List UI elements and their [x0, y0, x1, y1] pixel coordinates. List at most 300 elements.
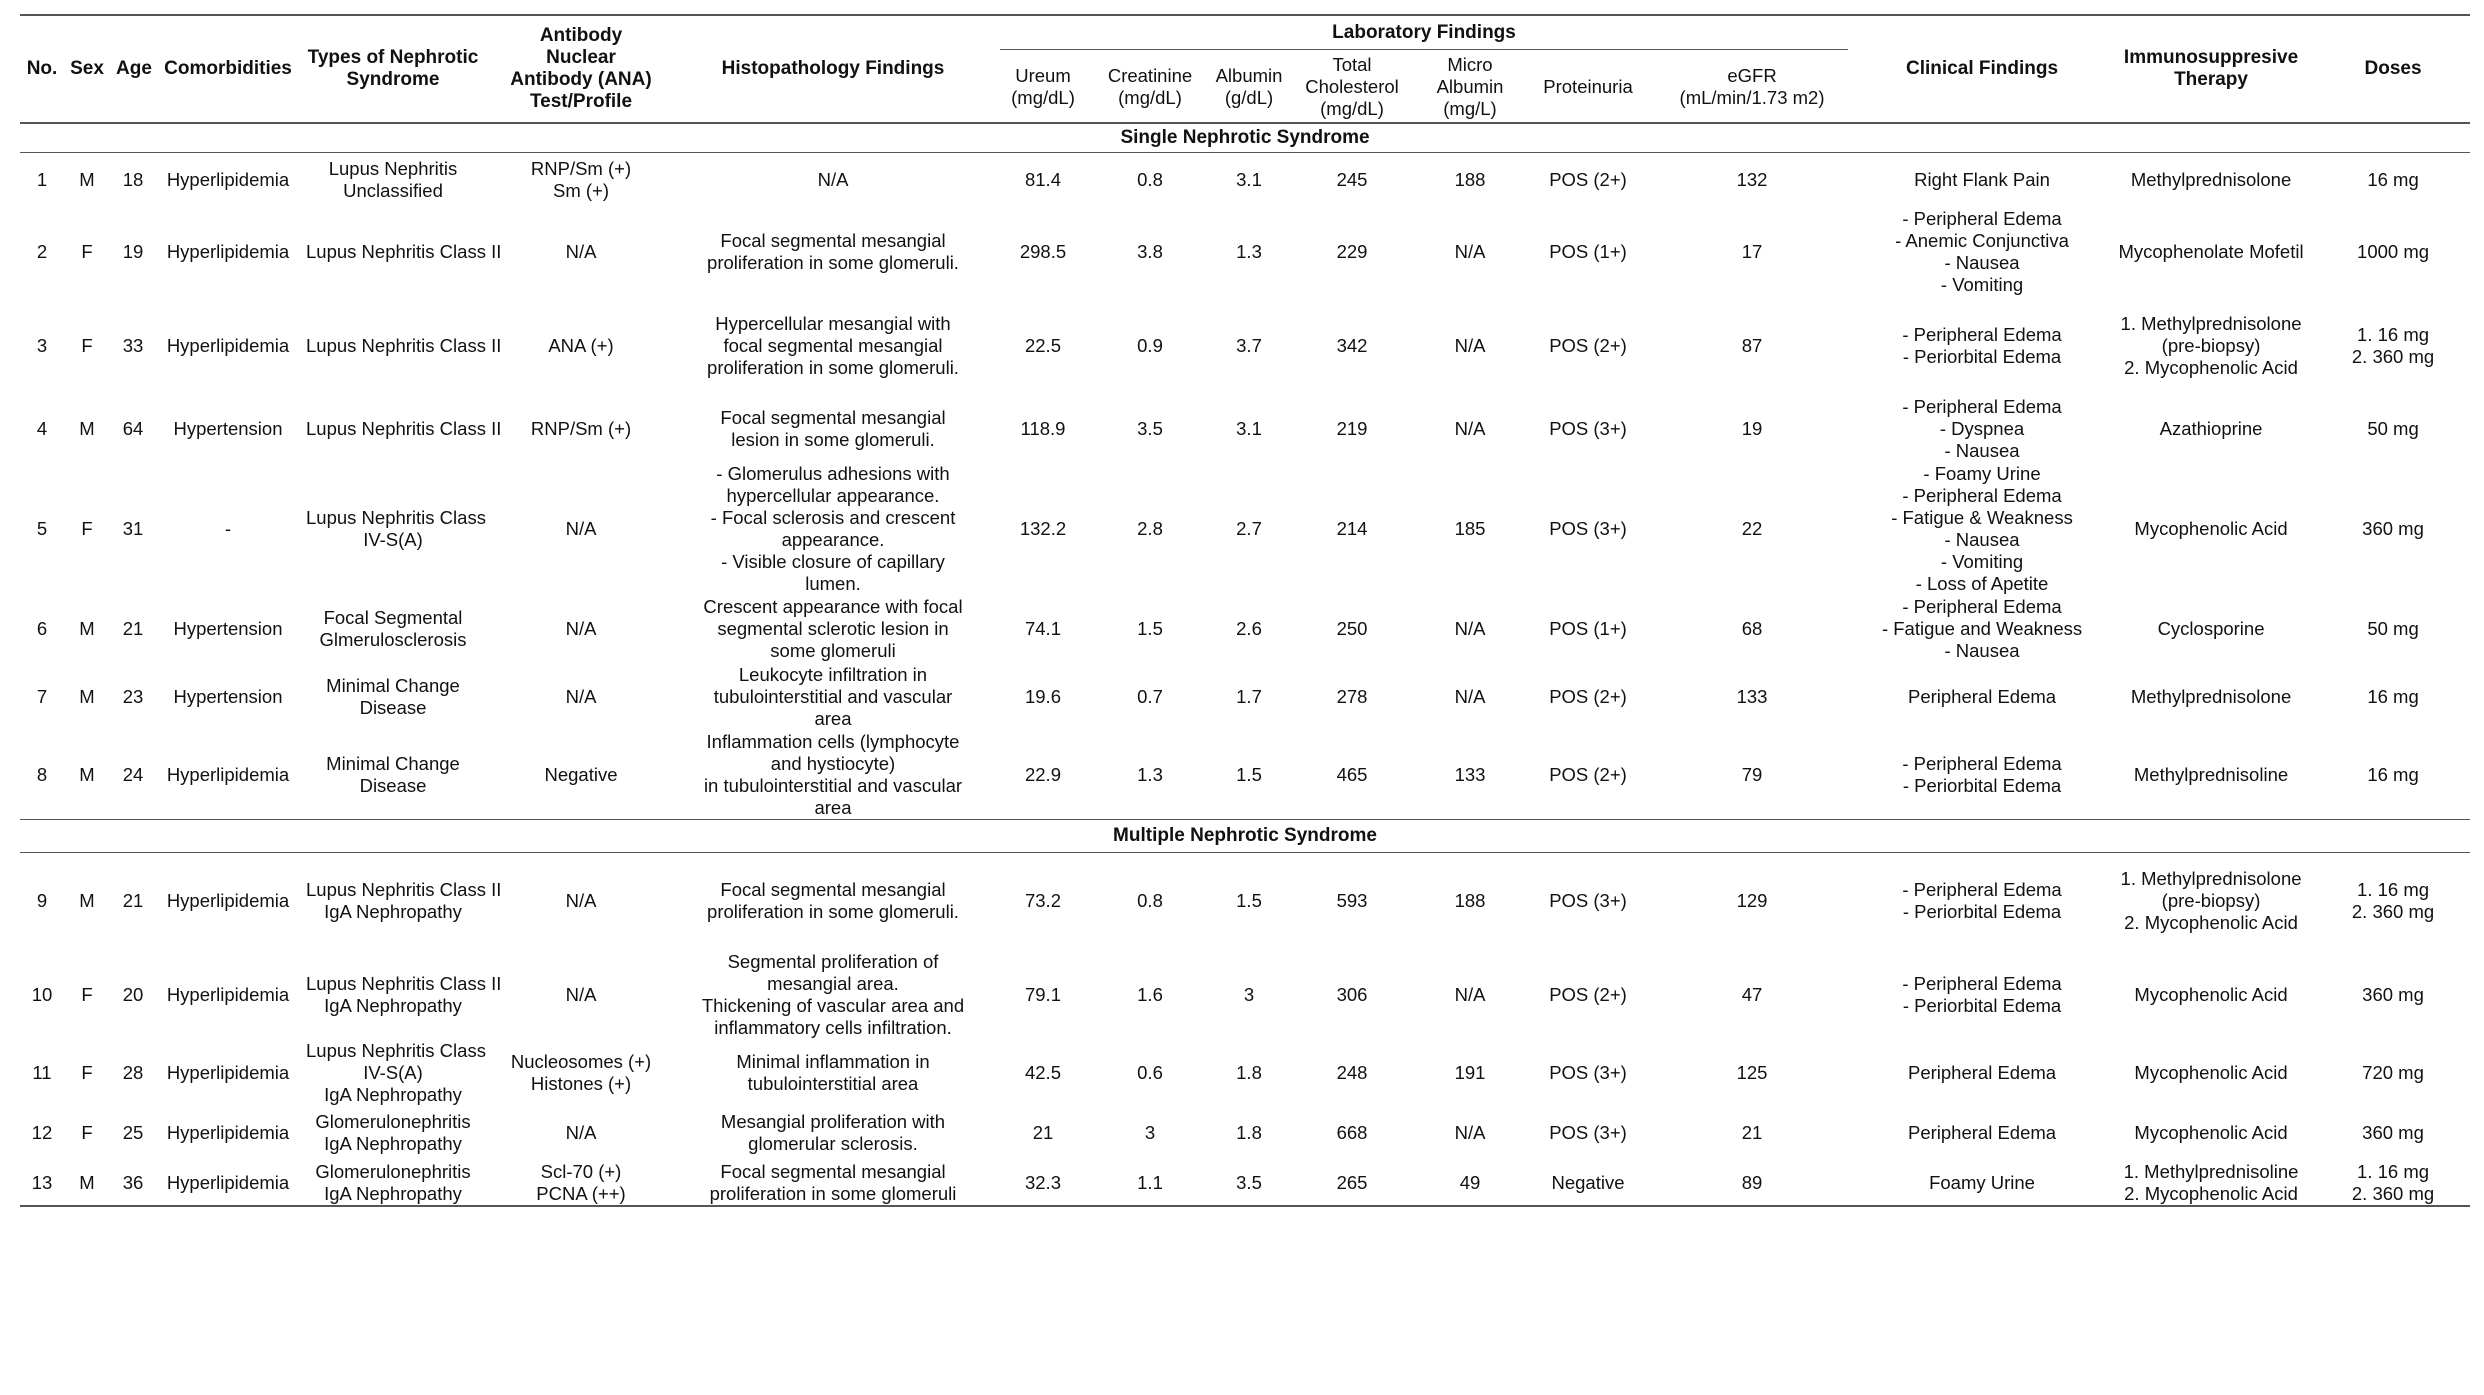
- text-line: 2. 360 mg: [2351, 345, 2435, 367]
- cell-egfr: 68: [1741, 617, 1763, 639]
- cell-type: [300, 207, 502, 297]
- cell-albumin: 3.1: [1236, 168, 1262, 190]
- cell-clinical: [1858, 395, 2106, 463]
- text-line: Lupus Nephritis Class II: [306, 973, 502, 994]
- text-line: (mg/dL): [1011, 87, 1075, 108]
- cell-age: 31: [122, 517, 144, 539]
- text-line: Glomerulonephritis: [315, 1160, 471, 1182]
- cell-no: 7: [36, 685, 48, 707]
- cell-proteinuria: POS (3+): [1549, 890, 1627, 912]
- text-line: - Anemic Conjunctiva: [1895, 229, 2069, 251]
- cell-therapy: [2106, 463, 2316, 595]
- text-line: IgA Nephropathy: [324, 1084, 462, 1105]
- text-line: (mg/L): [1443, 98, 1497, 119]
- table-row: [20, 950, 2470, 1040]
- cell-therapy: [2106, 153, 2316, 207]
- text-line: Lupus Nephritis Class II: [306, 240, 502, 262]
- text-line: Lupus Nephritis: [328, 157, 458, 179]
- text-line: 1000 mg: [2357, 240, 2430, 262]
- text-line: appearance.: [781, 528, 885, 550]
- text-line: proliferation in some glomeruli.: [707, 251, 959, 273]
- cell-microalbumin: N/A: [1454, 984, 1486, 1005]
- text-line: N/A: [565, 1122, 597, 1143]
- cell-microalbumin: N/A: [1454, 1122, 1486, 1143]
- cell-creatinine: 3.8: [1137, 240, 1163, 262]
- cell-cholesterol: 219: [1336, 417, 1368, 439]
- table-row: [20, 153, 2470, 207]
- cell-age: 64: [122, 417, 144, 439]
- cell-histo: [676, 1040, 990, 1106]
- text-line: glomerular sclerosis.: [748, 1133, 918, 1154]
- text-line: proliferation in some glomeruli.: [707, 901, 959, 923]
- cell-creatinine: 3.5: [1137, 417, 1163, 439]
- cell-clinical: [1858, 950, 2106, 1040]
- cell-ana: [486, 153, 676, 207]
- cell-creatinine: 1.3: [1137, 763, 1163, 785]
- cell-microalbumin: N/A: [1454, 240, 1486, 262]
- text-line: IV-S(A): [363, 1062, 423, 1083]
- table-row: [20, 297, 2470, 395]
- cell-no: 6: [36, 617, 48, 639]
- table-row: [20, 207, 2470, 297]
- cell-creatinine: 0.8: [1137, 168, 1163, 190]
- text-line: Mycophenolate Mofetil: [2118, 240, 2304, 262]
- text-line: Creatinine: [1107, 65, 1193, 86]
- cell-microalbumin: 49: [1410, 1160, 1530, 1206]
- cell-histo: [676, 852, 990, 950]
- cell-comorbidities: -: [224, 517, 232, 539]
- cell-cholesterol: 265: [1294, 1160, 1410, 1206]
- text-line: Nuclear: [546, 47, 616, 68]
- text-line: Leukocyte infiltration in: [738, 663, 928, 685]
- cell-histo: [676, 950, 990, 1040]
- cell-no: 4: [36, 417, 48, 439]
- table-row: [20, 595, 2470, 663]
- text-line: Mycophenolic Acid: [2134, 517, 2288, 539]
- cell-albumin: 1.7: [1236, 685, 1262, 707]
- cell-histo: [676, 297, 990, 395]
- text-line: N/A: [565, 617, 597, 639]
- cell-age: 24: [122, 763, 144, 785]
- text-line: lesion in some glomeruli.: [731, 428, 935, 450]
- cell-ureum: 42.5: [1024, 1062, 1061, 1083]
- text-line: N/A: [565, 685, 597, 707]
- table-row: [20, 1040, 2470, 1106]
- cell-cholesterol: 278: [1336, 685, 1368, 707]
- cell-ureum: 132.2: [1019, 517, 1067, 539]
- cell-ureum: 21: [1032, 1122, 1054, 1143]
- text-line: - Nausea: [1944, 439, 2020, 461]
- text-line: 720 mg: [2362, 1062, 2424, 1083]
- cell-clinical: [1858, 595, 2106, 663]
- cell-type: [300, 731, 486, 820]
- text-line: segmental sclerotic lesion in: [717, 617, 949, 639]
- cell-sex: F: [81, 240, 93, 262]
- cell-no: 10: [31, 984, 53, 1005]
- text-line: - Foamy Urine: [1923, 462, 2041, 484]
- cell-age: 19: [122, 240, 144, 262]
- text-line: Lupus Nephritis Class II: [306, 879, 502, 901]
- table-row: [20, 731, 2470, 820]
- cell-ana: [486, 663, 676, 731]
- cell-therapy: [2106, 1160, 2316, 1206]
- text-line: Unclassified: [343, 179, 443, 201]
- cell-comorbidities: Hyperlipidemia: [166, 1122, 290, 1143]
- cell-albumin: 3: [1243, 984, 1255, 1005]
- text-line: 1. 16 mg: [2357, 879, 2430, 901]
- table-row: [20, 463, 2470, 595]
- text-line: - Peripheral Edema: [1902, 484, 2062, 506]
- cell-ana: [486, 1040, 676, 1106]
- cell-cholesterol: 248: [1336, 1062, 1368, 1083]
- cell-ana: [486, 1160, 676, 1206]
- cell-creatinine: 1.1: [1096, 1160, 1204, 1206]
- header-therapy: [2106, 15, 2316, 123]
- cell-ureum: 22.9: [1024, 763, 1061, 785]
- nephrotic-syndrome-table: [20, 14, 2470, 1207]
- header-comorbidities: Comorbidities: [156, 15, 300, 123]
- cell-egfr: 129: [1736, 890, 1768, 912]
- cell-cholesterol: 245: [1336, 168, 1368, 190]
- header-histopathology: Histopathology Findings: [676, 15, 990, 123]
- text-line: proliferation in some glomeruli: [709, 1182, 957, 1204]
- cell-comorbidities: Hyperlipidemia: [166, 168, 290, 190]
- cell-clinical: [1858, 207, 2106, 297]
- text-line: - Focal sclerosis and crescent: [710, 506, 956, 528]
- cell-type: [300, 1040, 486, 1106]
- cell-no: 2: [36, 240, 48, 262]
- cell-no: 9: [36, 890, 48, 912]
- text-line: - Dyspnea: [1939, 417, 2025, 439]
- text-line: (g/dL): [1224, 87, 1274, 108]
- cell-ana: [486, 731, 676, 820]
- text-line: - Vomiting: [1940, 550, 2024, 572]
- text-line: Lupus Nephritis Class II: [306, 417, 502, 439]
- text-line: 50 mg: [2367, 617, 2419, 639]
- cell-comorbidities: Hyperlipidemia: [166, 240, 290, 262]
- cell-cholesterol: 250: [1336, 617, 1368, 639]
- cell-egfr: 47: [1741, 984, 1763, 1005]
- cell-ana: [486, 463, 676, 595]
- cell-clinical: [1858, 297, 2106, 395]
- header-no: No.: [20, 15, 64, 123]
- cell-sex: F: [81, 1062, 93, 1083]
- cell-albumin: 1.8: [1236, 1122, 1262, 1143]
- text-line: Cyclosporine: [2157, 617, 2265, 639]
- text-line: 1. Methylprednisolone: [2120, 868, 2302, 890]
- cell-sex: M: [79, 617, 95, 639]
- cell-ureum: 19.6: [1024, 685, 1061, 707]
- cell-therapy: [2106, 1040, 2316, 1106]
- cell-doses: [2316, 463, 2470, 595]
- header-laboratory-findings: Laboratory Findings: [990, 15, 1858, 52]
- cell-ureum: 79.1: [1024, 984, 1061, 1005]
- header-doses: Doses: [2316, 15, 2470, 123]
- text-line: Scl-70 (+): [540, 1160, 622, 1182]
- text-line: (pre-biopsy): [2161, 890, 2261, 912]
- cell-egfr: 79: [1741, 763, 1763, 785]
- cell-histo: [676, 207, 990, 297]
- cell-therapy: [2106, 207, 2316, 297]
- text-line: 2. Mycophenolic Acid: [2124, 912, 2298, 934]
- text-line: Methylprednisolone: [2130, 685, 2292, 707]
- text-line: Peripheral Edema: [1907, 1122, 2057, 1143]
- table-row: [20, 1106, 2470, 1160]
- text-line: Inflammation cells (lymphocyte: [706, 730, 960, 752]
- header-microalbumin: [1410, 52, 1530, 123]
- cell-creatinine: 1.6: [1137, 984, 1163, 1005]
- cell-comorbidities: Hypertension: [173, 685, 283, 707]
- cell-sex: M: [79, 890, 95, 912]
- cell-ureum: 32.3: [990, 1160, 1096, 1206]
- text-line: N/A: [565, 890, 597, 912]
- text-line: N/A: [565, 240, 597, 262]
- text-line: Nucleosomes (+): [510, 1051, 652, 1072]
- cell-ureum: 81.4: [1024, 168, 1061, 190]
- text-line: - Loss of Apetite: [1915, 572, 2049, 594]
- cell-doses: [2316, 950, 2470, 1040]
- cell-comorbidities: Hyperlipidemia: [166, 890, 290, 912]
- text-line: Syndrome: [346, 69, 440, 90]
- cell-ureum: 118.9: [1020, 417, 1066, 439]
- cell-albumin: 1.3: [1236, 240, 1262, 262]
- text-line: Lupus Nephritis Class: [306, 506, 486, 528]
- text-line: focal segmental mesangial: [723, 334, 943, 356]
- cell-sex: F: [81, 984, 93, 1005]
- cell-clinical: [1858, 1106, 2106, 1160]
- text-line: Mycophenolic Acid: [2134, 1122, 2288, 1143]
- text-line: tubulointerstitial and vascular: [713, 685, 953, 707]
- text-line: Antibody (ANA): [510, 69, 652, 90]
- text-line: 1. Methylprednisolone: [2120, 312, 2302, 334]
- text-line: - Peripheral Edema: [1902, 752, 2062, 774]
- text-line: some glomeruli: [770, 639, 896, 661]
- text-line: Albumin: [1436, 76, 1504, 97]
- text-line: mesangial area.: [767, 973, 899, 994]
- cell-no: 11: [32, 1062, 52, 1083]
- text-line: N/A: [565, 984, 597, 1005]
- cell-therapy: [2106, 595, 2316, 663]
- cell-sex: M: [79, 685, 95, 707]
- cell-doses: [2316, 1160, 2470, 1206]
- cell-albumin: 1.8: [1236, 1062, 1262, 1083]
- cell-creatinine: 1.5: [1137, 617, 1163, 639]
- text-line: - Periorbital Edema: [1902, 901, 2062, 923]
- text-line: Immunosuppresive: [2123, 47, 2299, 68]
- text-line: - Visible closure of capillary: [721, 550, 945, 572]
- text-line: ANA (+): [548, 334, 614, 356]
- cell-therapy: [2106, 297, 2316, 395]
- text-line: Lupus Nephritis Class II: [306, 334, 502, 356]
- text-line: - Periorbital Edema: [1902, 774, 2062, 796]
- text-line: - Fatigue and Weakness: [1881, 617, 2083, 639]
- text-line: Hypercellular mesangial with: [715, 312, 951, 334]
- cell-ureum: 73.2: [1024, 890, 1061, 912]
- cell-type: [300, 153, 486, 207]
- cell-age: 21: [122, 617, 144, 639]
- cell-ureum: 22.5: [1024, 334, 1061, 356]
- text-line: Mycophenolic Acid: [2134, 984, 2288, 1005]
- header-egfr: [1646, 52, 1858, 123]
- cell-proteinuria: POS (3+): [1549, 1122, 1627, 1143]
- text-line: Types of Nephrotic: [307, 47, 479, 68]
- text-line: 2. Mycophenolic Acid: [2124, 1182, 2298, 1204]
- cell-sex: M: [79, 763, 95, 785]
- cell-egfr: 19: [1741, 417, 1763, 439]
- cell-ana: [486, 852, 676, 950]
- cell-microalbumin: 188: [1454, 168, 1486, 190]
- cell-ana: [486, 207, 676, 297]
- cell-doses: [2316, 395, 2470, 463]
- cell-cholesterol: 306: [1336, 984, 1368, 1005]
- cell-doses: [2316, 297, 2470, 395]
- header-proteinuria: Proteinuria: [1530, 52, 1646, 123]
- cell-egfr: 89: [1646, 1160, 1858, 1206]
- text-line: N/A: [817, 168, 849, 190]
- table-header: [20, 15, 2470, 123]
- cell-egfr: 133: [1736, 685, 1768, 707]
- cell-proteinuria: POS (1+): [1549, 617, 1627, 639]
- cell-microalbumin: 185: [1454, 517, 1486, 539]
- text-line: 2. 360 mg: [2351, 1182, 2435, 1204]
- cell-type: [300, 950, 502, 1040]
- cell-type: [300, 297, 502, 395]
- cell-albumin: 3.1: [1236, 417, 1262, 439]
- cell-histo: [676, 663, 990, 731]
- text-line: Disease: [359, 774, 427, 796]
- cell-microalbumin: N/A: [1454, 685, 1486, 707]
- cell-histo: [676, 1106, 990, 1160]
- cell-age: 28: [122, 1062, 144, 1083]
- text-line: PCNA (++): [536, 1182, 626, 1204]
- text-line: - Nausea: [1944, 251, 2020, 273]
- text-line: Focal Segmental: [323, 606, 463, 628]
- text-line: Peripheral Edema: [1907, 685, 2057, 707]
- cell-sex: M: [64, 1160, 110, 1206]
- text-line: (mg/dL): [1118, 87, 1182, 108]
- cell-histo: [676, 395, 990, 463]
- text-line: (mg/dL): [1320, 98, 1384, 119]
- text-line: (mL/min/1.73 m2): [1679, 87, 1825, 108]
- cell-doses: [2316, 595, 2470, 663]
- text-line: inflammatory cells infiltration.: [714, 1017, 952, 1038]
- cell-therapy: [2106, 663, 2316, 731]
- cell-cholesterol: 593: [1336, 890, 1368, 912]
- text-line: 2. Mycophenolic Acid: [2124, 356, 2298, 378]
- cell-age: 33: [122, 334, 144, 356]
- text-line: - Peripheral Edema: [1902, 323, 2062, 345]
- text-line: 16 mg: [2367, 168, 2419, 190]
- cell-histo: [676, 1160, 990, 1206]
- cell-ureum: 74.1: [1024, 617, 1061, 639]
- header-clinical-findings: Clinical Findings: [1858, 15, 2106, 123]
- cell-microalbumin: 133: [1454, 763, 1486, 785]
- cell-egfr: 125: [1736, 1062, 1768, 1083]
- cell-cholesterol: 229: [1336, 240, 1368, 262]
- text-line: - Glomerulus adhesions with: [716, 462, 950, 484]
- cell-albumin: 2.7: [1236, 517, 1262, 539]
- text-line: - Vomiting: [1940, 273, 2024, 295]
- cell-doses: [2316, 852, 2470, 950]
- header-cholesterol: [1294, 52, 1410, 123]
- text-line: 2. 360 mg: [2351, 901, 2435, 923]
- text-line: Glmerulosclerosis: [319, 628, 467, 650]
- text-line: Foamy Urine: [1929, 1171, 2035, 1193]
- table-body: [20, 123, 2470, 1206]
- text-line: and hystiocyte): [770, 752, 896, 774]
- cell-creatinine: 3: [1144, 1122, 1156, 1143]
- header-albumin: [1204, 52, 1294, 123]
- cell-proteinuria: POS (3+): [1549, 417, 1627, 439]
- text-line: - Peripheral Edema: [1902, 879, 2062, 901]
- text-line: Methylprednisolone: [2130, 168, 2292, 190]
- text-line: IgA Nephropathy: [324, 1182, 462, 1204]
- cell-therapy: [2106, 852, 2316, 950]
- cell-proteinuria: POS (1+): [1549, 240, 1627, 262]
- cell-creatinine: 0.9: [1137, 334, 1163, 356]
- table-row: [20, 663, 2470, 731]
- cell-age: 36: [110, 1160, 156, 1206]
- cell-therapy: [2106, 395, 2316, 463]
- text-line: RNP/Sm (+): [530, 157, 632, 179]
- cell-no: 12: [31, 1122, 53, 1143]
- cell-cholesterol: 465: [1336, 763, 1368, 785]
- text-line: Disease: [359, 696, 427, 718]
- cell-egfr: 87: [1741, 334, 1763, 356]
- cell-comorbidities: Hyperlipidemia: [166, 334, 290, 356]
- cell-age: 18: [122, 168, 144, 190]
- text-line: 360 mg: [2362, 517, 2424, 539]
- text-line: Sm (+): [552, 179, 609, 201]
- text-line: - Peripheral Edema: [1902, 207, 2062, 229]
- text-line: Minimal Change: [326, 674, 460, 696]
- text-line: IgA Nephropathy: [324, 1133, 462, 1154]
- header-ana: [486, 15, 676, 123]
- text-line: Lupus Nephritis Class: [306, 1040, 486, 1061]
- cell-comorbidities: Hyperlipidemia: [166, 1062, 290, 1083]
- cell-histo: [676, 731, 990, 820]
- header-type: [300, 15, 486, 123]
- cell-doses: [2316, 1106, 2470, 1160]
- text-line: Antibody: [539, 25, 623, 46]
- text-line: IV-S(A): [363, 528, 423, 550]
- cell-ana: [486, 297, 676, 395]
- cell-no: 13: [20, 1160, 64, 1206]
- cell-proteinuria: POS (2+): [1549, 168, 1627, 190]
- section-title: Single Nephrotic Syndrome: [20, 123, 2470, 153]
- cell-ana: [486, 395, 676, 463]
- header-sex: Sex: [64, 15, 110, 123]
- cell-no: 3: [36, 334, 48, 356]
- text-line: Cholesterol: [1305, 76, 1399, 97]
- text-line: - Periorbital Edema: [1902, 345, 2062, 367]
- cell-proteinuria: POS (2+): [1549, 763, 1627, 785]
- cell-no: 1: [36, 168, 48, 190]
- cell-therapy: [2106, 1106, 2316, 1160]
- text-line: - Peripheral Edema: [1902, 595, 2062, 617]
- text-line: - Fatigue & Weakness: [1891, 506, 2073, 528]
- text-line: hypercellular appearance.: [726, 484, 940, 506]
- cell-no: 8: [36, 763, 48, 785]
- cell-no: 5: [36, 517, 48, 539]
- cell-albumin: 3.5: [1204, 1160, 1294, 1206]
- text-line: Histones (+): [530, 1073, 632, 1094]
- cell-ana: [486, 950, 676, 1040]
- cell-clinical: [1858, 1160, 2106, 1206]
- text-line: - Nausea: [1944, 528, 2020, 550]
- text-line: (pre-biopsy): [2161, 334, 2261, 356]
- text-line: proliferation in some glomeruli.: [707, 356, 959, 378]
